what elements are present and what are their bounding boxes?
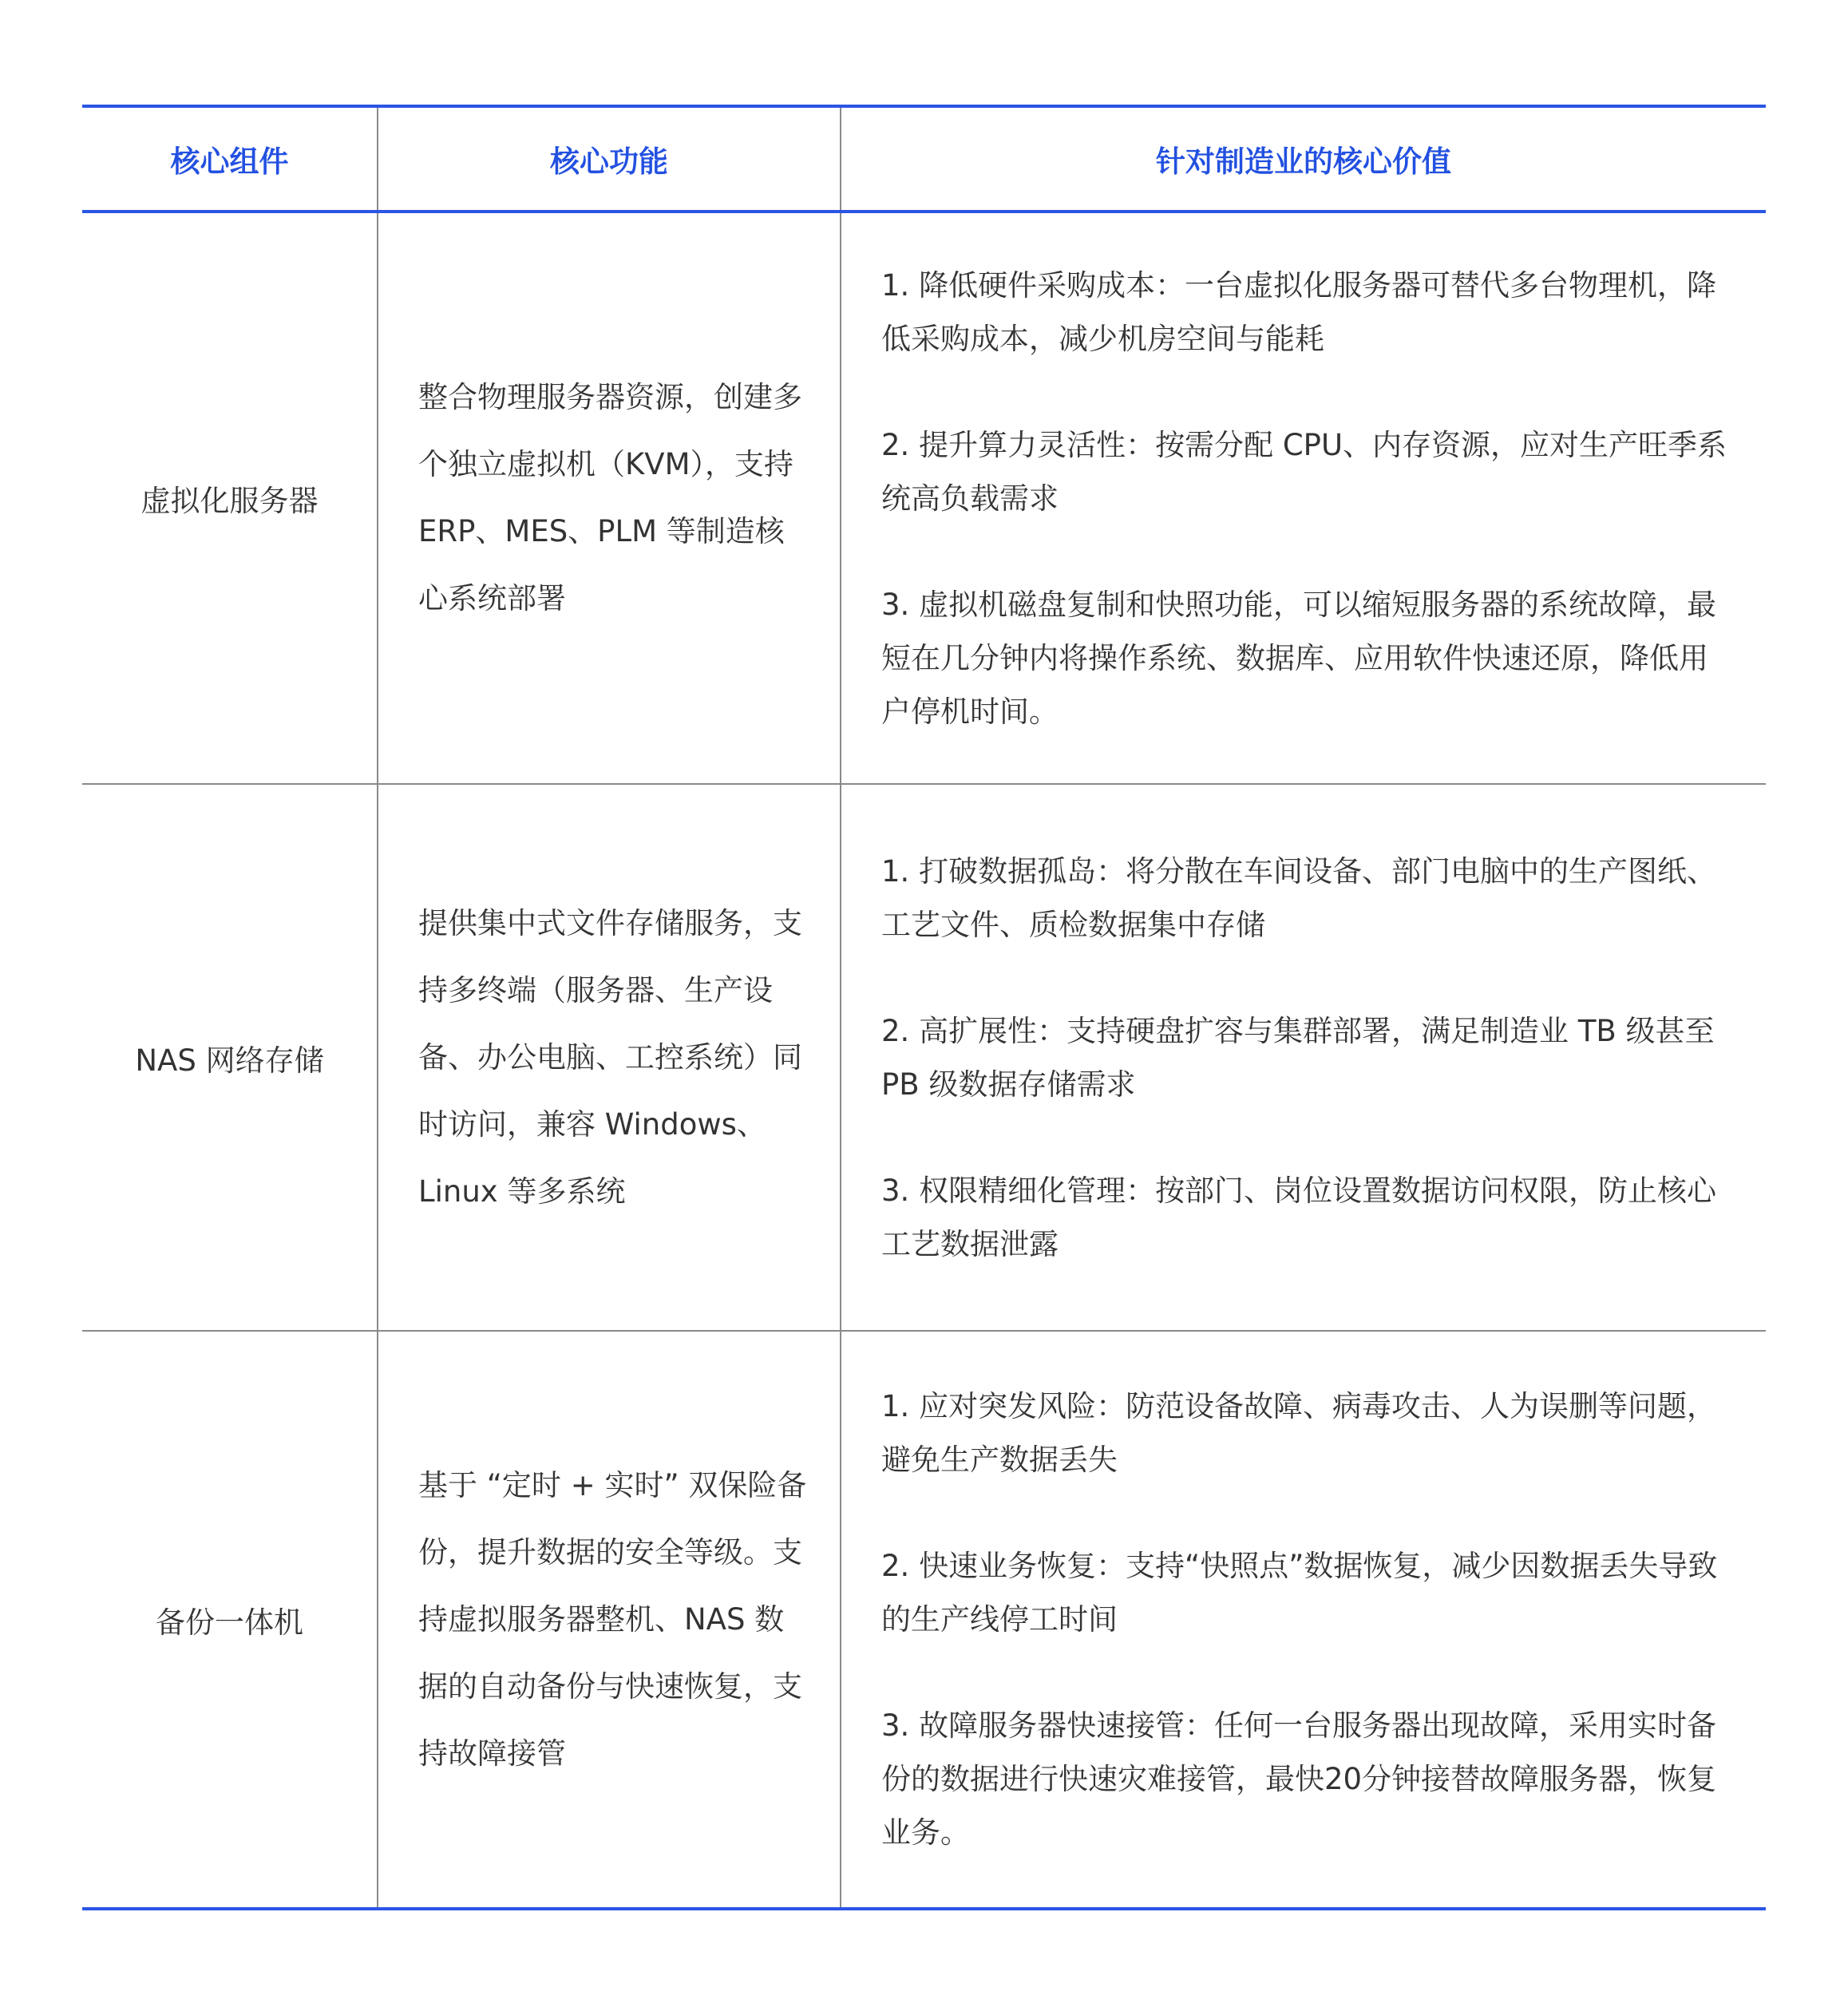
function-cell: 提供集中式文件存储服务，支持多终端（服务器、生产设备、办公电脑、工控系统）同时访问，兼容 Windows、Linux 等多系统 <box>378 784 841 1331</box>
component-cell: NAS 网络存储 <box>82 784 378 1331</box>
value-item: 2. 快速业务恢复：支持“快照点”数据恢复，减少因数据丢失导致的生产线停工时间 <box>881 1549 1718 1637</box>
component-cell: 备份一体机 <box>82 1331 378 1909</box>
value-item: 3. 权限精细化管理：按部门、岗位设置数据访问权限，防止核心工艺数据泄露 <box>881 1173 1717 1261</box>
table-row <box>82 212 1766 784</box>
component-cell: 虚拟化服务器 <box>82 212 378 784</box>
header-core-function: 核心功能 <box>378 106 841 212</box>
table-header-row <box>82 106 1766 212</box>
value-item: 3. 故障服务器快速接管：任何一台服务器出现故障，采用实时备份的数据进行快速灾难接管，最快20分钟接替故障服务器，恢复业务。 <box>881 1708 1717 1850</box>
value-item: 1. 应对突发风险：防范设备故障、病毒攻击、人为误删等问题，避免生产数据丢失 <box>881 1389 1717 1477</box>
value-item: 2. 提升算力灵活性：按需分配 CPU、内存资源，应对生产旺季系统高负载需求 <box>881 427 1727 516</box>
value-cell <box>841 212 1766 784</box>
value-cell <box>841 784 1766 1331</box>
component-value-table <box>82 105 1766 1910</box>
value-item: 1. 打破数据孤岛：将分散在车间设备、部门电脑中的生产图纸、工艺文件、质检数据集中存储 <box>881 853 1717 942</box>
function-cell: 整合物理服务器资源，创建多个独立虚拟机（KVM），支持 ERP、MES、PLM 等制造核心系统部署 <box>378 212 841 784</box>
value-item: 1. 降低硬件采购成本：一台虚拟化服务器可替代多台物理机，降低采购成本，减少机房空间与能耗 <box>881 267 1717 356</box>
function-cell: 基于 “定时 + 实时” 双保险备份，提升数据的安全等级。支持虚拟服务器整机、NAS 数据的自动备份与快速恢复，支持故障接管 <box>378 1331 841 1909</box>
header-core-component: 核心组件 <box>82 106 378 212</box>
header-manufacturing-value: 针对制造业的核心价值 <box>841 106 1766 212</box>
value-cell <box>841 1331 1766 1909</box>
value-item: 2. 高扩展性：支持硬盘扩容与集群部署，满足制造业 TB 级甚至 PB 级数据存储需求 <box>881 1013 1715 1102</box>
table-row <box>82 784 1766 1331</box>
value-item: 3. 虚拟机磁盘复制和快照功能，可以缩短服务器的系统故障，最短在几分钟内将操作系统、数据库、应用软件快速还原，降低用户停机时间。 <box>881 587 1717 729</box>
table-row <box>82 1331 1766 1909</box>
